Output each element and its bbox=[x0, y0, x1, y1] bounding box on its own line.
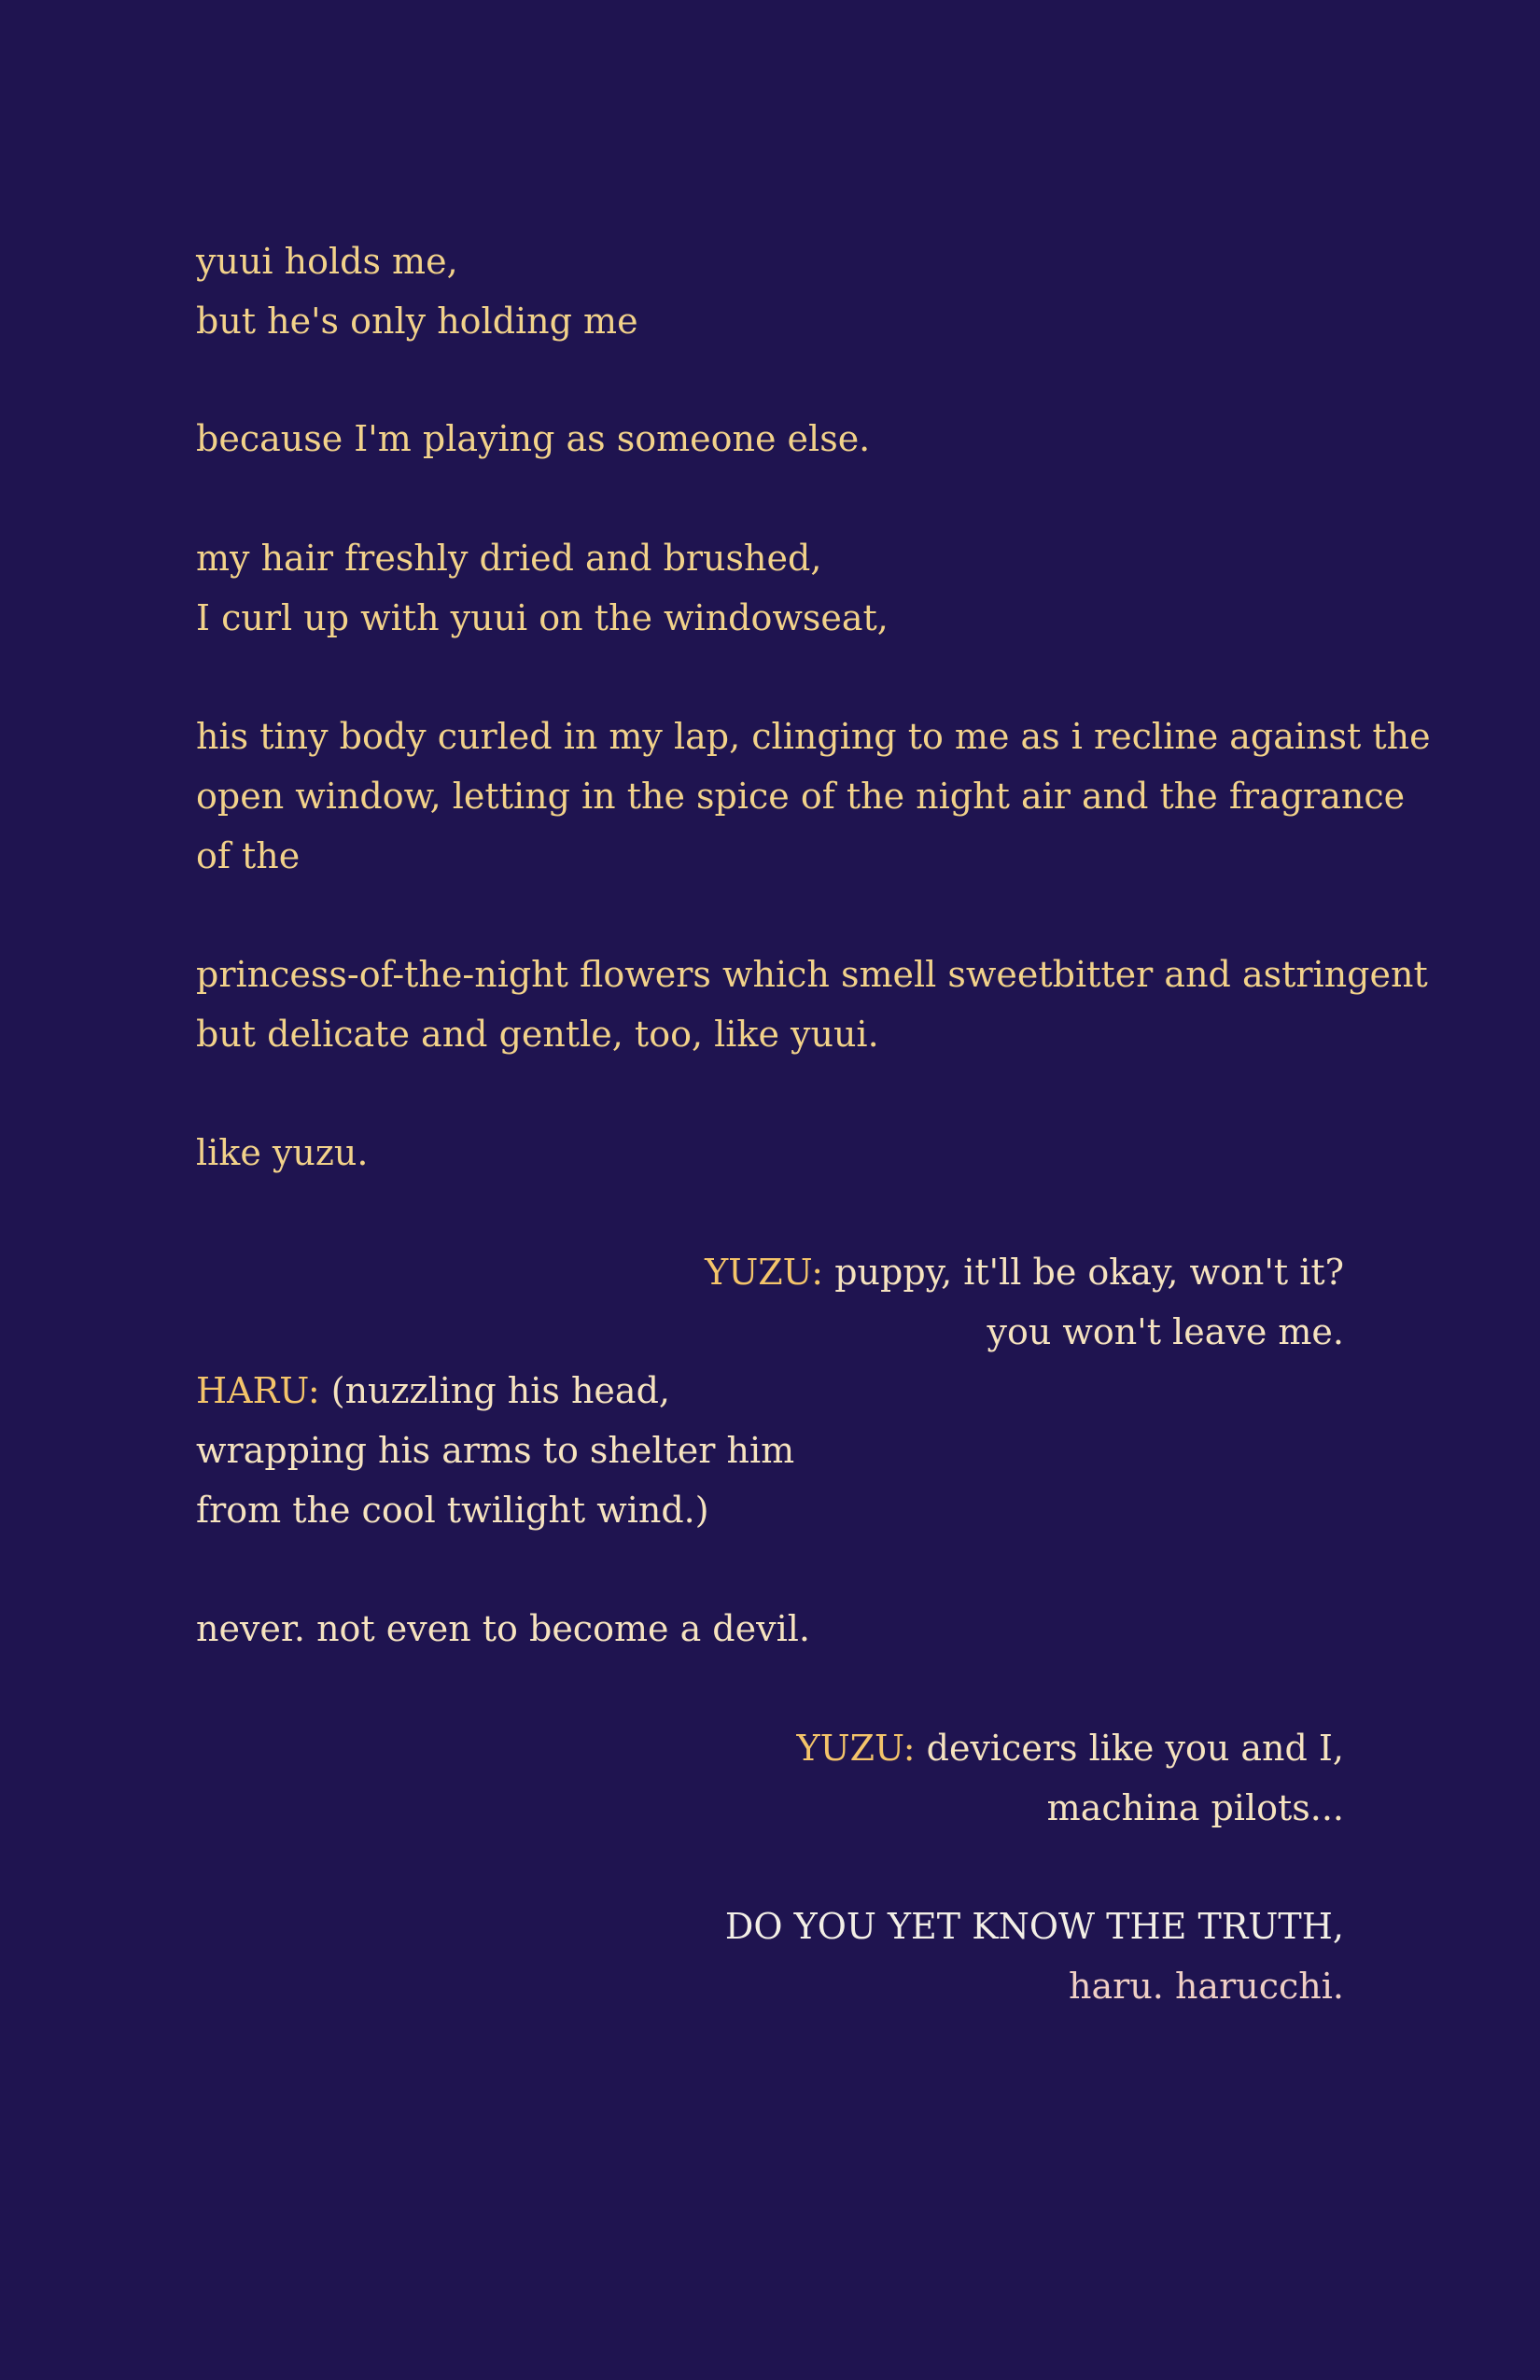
dialogue-text: (nuzzling his head, bbox=[319, 1370, 670, 1411]
speaker-label: HARU: bbox=[196, 1370, 320, 1411]
dialogue-line: from the cool twilight wind.) bbox=[196, 1490, 709, 1531]
dialogue-text: puppy, it'll be okay, won't it? bbox=[823, 1252, 1344, 1293]
poem-line: DO YOU YET KNOW THE TRUTH, bbox=[724, 1906, 1344, 1947]
speaker-label: YUZU: bbox=[705, 1252, 824, 1293]
poem-line: of the bbox=[196, 835, 301, 876]
poem-line: my hair freshly dried and brushed, bbox=[196, 538, 822, 579]
dialogue-line: you won't leave me. bbox=[987, 1311, 1344, 1352]
poem-line: I curl up with yuui on the windowseat, bbox=[196, 597, 889, 638]
dialogue-line: machina pilots... bbox=[1046, 1787, 1344, 1828]
dialogue-line bbox=[196, 1361, 1344, 1421]
poem-line: but delicate and gentle, too, like yuui. bbox=[196, 1014, 879, 1055]
poem-line: princess-of-the-night flowers which smell sweetbitter and astringent bbox=[196, 954, 1428, 995]
dialogue-line bbox=[196, 1718, 1344, 1778]
dialogue-line: wrapping his arms to shelter him bbox=[196, 1430, 795, 1471]
poem-line: because I'm playing as someone else. bbox=[196, 418, 871, 459]
poem-line: but he's only holding me bbox=[196, 301, 638, 342]
dialogue-text: devicers like you and I, bbox=[915, 1728, 1344, 1769]
poem-line: yuui holds me, bbox=[196, 241, 458, 282]
speaker-label: YUZU: bbox=[796, 1728, 916, 1769]
dialogue-line bbox=[196, 1242, 1344, 1302]
poem-line: open window, letting in the spice of the night air and the fragrance bbox=[196, 776, 1406, 817]
poem-line: his tiny body curled in my lap, clinging to me as i recline against the bbox=[196, 716, 1431, 757]
poem-line: like yuzu. bbox=[196, 1132, 369, 1173]
poem-line: never. not even to become a devil. bbox=[196, 1608, 810, 1649]
poem-line: haru. harucchi. bbox=[1069, 1966, 1344, 2007]
